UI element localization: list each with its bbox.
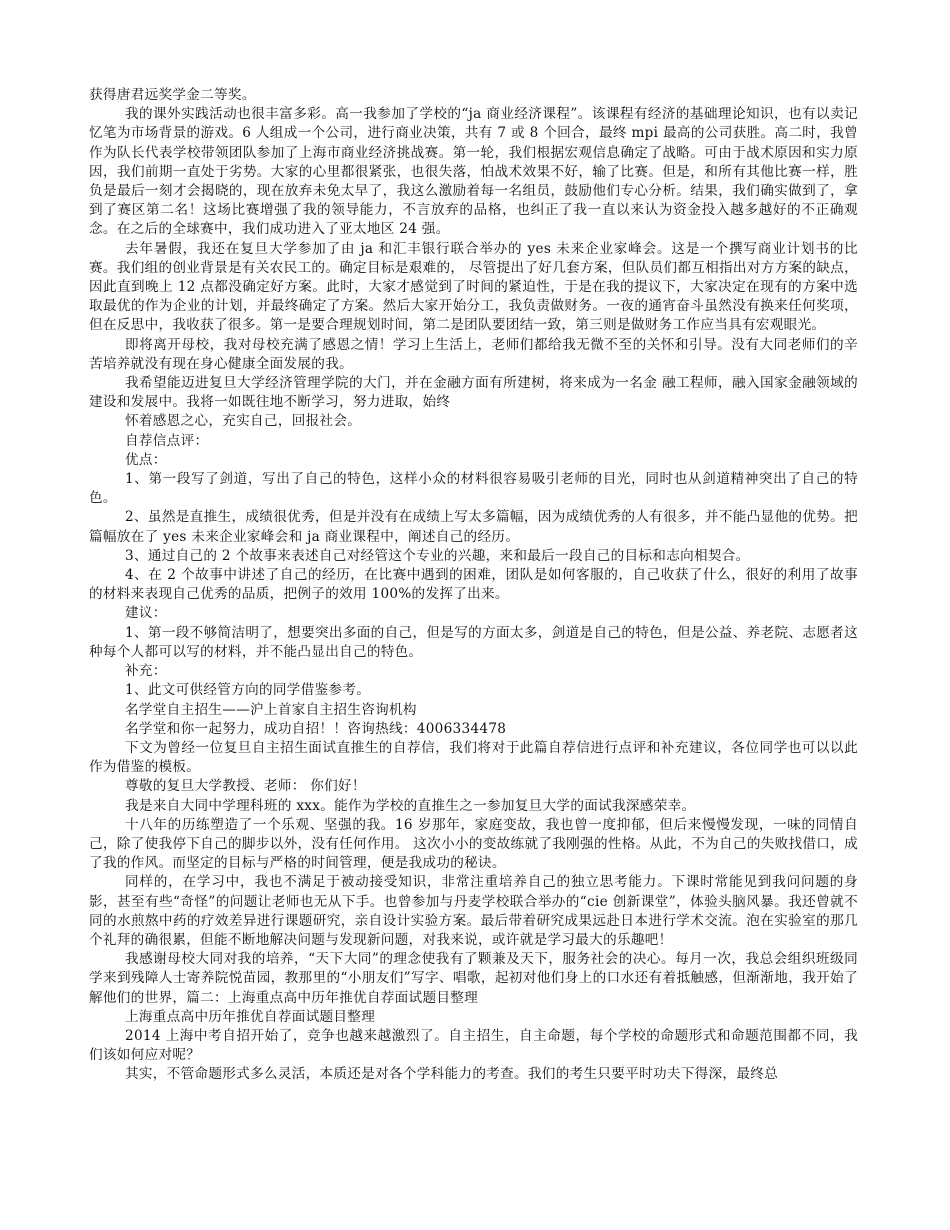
paragraph-exam-intro: 2014 上海中考自招开始了，竞争也越来越激烈了。自主招生，自主命题，每个学校的命题形式和命题范围都不同，我们该如何应对呢？: [89, 1027, 858, 1064]
paragraph-intro: 下文为曾经一位复旦自主招生面试直推生的自荐信，我们将对于此篇自荐信进行点评和补充建议，各位同学也可以以此作为借鉴的模板。: [89, 739, 858, 776]
heading-supplement: 补充：: [125, 663, 167, 680]
letter-paragraph-study: 同样的，在学习中，我也不满足于被动接受知识，非常注重培养自己的独立思考能力。下课时常能见到我问问题的身影，甚至有些“奇怪”的问题让老师也无从下手。也曾参加与丹麦学校联合举办的“cie 创新课堂”，体验头脑风暴。我还曾就不同的水煎熬中药的疗效差异进行课题研究，亲自设计实验方案。最后带着研究成果远赴日本进行学术交流。泡在实验室的那几个礼拜的确很累，但能不断地解决问题与发现新问题，对我来说，或许就是学习最大的乐趣吧！: [89, 874, 858, 948]
ad-org-line: 名学堂自主招生——沪上首家自主招生咨询机构: [125, 701, 417, 718]
ad-hotline-line: 名学堂和你一起努力，成功自招！！咨询热线：4006334478: [125, 720, 507, 737]
heading-suggestions: 建议：: [125, 605, 167, 622]
strength-item-3: 3、通过自己的 2 个故事来表述自己对经管这个专业的兴趣，来和最后一段自己的目标和志向相契合。: [125, 547, 750, 564]
heading-review: 自荐信点评：: [125, 432, 209, 449]
letter-self-intro: 我是来自大同中学理科班的 xxx。能作为学校的直推生之一参加复旦大学的面试我深感荣幸。: [125, 797, 696, 814]
letter-paragraph-service: 我感谢母校大同对我的培养，“天下大同”的理念使我有了颗兼及天下，服务社会的决心。每月一次，我总会组织班级同学来到残障人士寄养院悦苗园，教那里的“小朋友们”写字、唱歌，起初对他们身上的口水还有着抵触感，但渐渐地，我开始了解他们的世界，篇二：上海重点高中历年推优自荐面试题目整理: [89, 951, 858, 1006]
strength-item-1: 1、第一段写了剑道，写出了自己的特色，这样小众的材料很容易吸引老师的目光，同时也从剑道精神突出了自己的特色。: [89, 471, 858, 507]
paragraph-gratitude: 即将离开母校，我对母校充满了感恩之情！学习上生活上，老师们都给我无微不至的关怀和引导。没有大同老师们的辛苦培养就没有现在身心健康全面发展的我。: [89, 336, 858, 372]
section-title: 上海重点高中历年推优自荐面试题目整理: [125, 1008, 376, 1025]
letter-paragraph-growth: 十八年的历练塑造了一个乐观、坚强的我。16 岁那年，家庭变故，我也曾一度抑郁，但后来慢慢发现，一味的同情自己，除了使我停下自己的脚步以外，没有任何作用。 这次小小的变故练就了我刚强的性格。从此，不为自己的失败找借口，成了我的作风。而坚定的目标与严格的时间管理，便是我成功的秘诀。: [89, 816, 858, 872]
strength-item-2: 2、虽然是直推生，成绩很优秀，但是并没有在成绩上写太多篇幅，因为成绩优秀的人有很多，并不能凸显他的优势。把篇幅放在了 yes 未来企业家峰会和 ja 商业课程中，阐述自己的经历。: [89, 509, 858, 545]
paragraph-award: 获得唐君远奖学金二等奖。: [89, 87, 256, 103]
paragraph-summer-summit: 去年暑假，我还在复旦大学参加了由 ja 和汇丰银行联合举办的 yes 未来企业家峰会。这是一个撰写商业计划书的比赛。我们组的创业背景是有关农民工的。确定目标是艰难的， 尽管提出了好几套方案，但队员们都互相指出对方方案的缺点，因此直到晚上 12 点都没确定好方案。此时，大家才感觉到了时间的紧迫性，于是在我的提议下，大家决定在现有的方案中选取最优的作为企业的计划，并最终确定了方案。然后大家开始分工，我负责做财务。一夜的通宵奋斗虽然没有换来任何奖项，但在反思中，我收获了很多。第一是要合理规划时间，第二是团队要团结一致，第三则是做财务工作应当具有宏观眼光。: [89, 240, 858, 334]
paragraph-exam-essence: 其实，不管命题形式多么灵活，本质还是对各个学科能力的考查。我们的考生只要平时功夫下得深，最终总: [125, 1066, 779, 1083]
paragraph-aspiration: 我希望能迈进复旦大学经济管理学院的大门，并在金融方面有所建树，将来成为一名金 融工程师，融入国家金融领域的建设和发展中。我将一如既往地不断学习，努力进取，始终: [89, 375, 858, 411]
paragraph-extracurricular: 我的课外实践活动也很丰富多彩。高一我参加了学校的“ja 商业经济课程”。该课程有经济的基础理论知识，也有以卖记忆笔为市场背景的游戏。6 人组成一个公司，进行商业决策，共有 7 或 8 个回合，最终 mpi 最高的公司获胜。高二时，我曾作为队长代表学校带领团队参加了上海市商业经济挑战赛。第一轮，我们根据宏观信息确定了战略。可由于战术原因和实力原因，我们前期一直处于劣势。大家的心里都很紧张，也很失落，怕战术效果不好，输了比赛。但是，和所有其他比赛一样，胜负是最后一刻才会揭晓的，现在放弃未免太早了，我这么激励着每一名组员，鼓励他们专心分析。结果，我们确实做到了，拿到了赛区第二名！这场比赛增强了我的领导能力，不言放弃的品格，也纠正了我一直以来认为资金投入越多越好的不正确观念。在之后的全球赛中，我们成功进入了亚太地区 24 强。: [89, 106, 858, 238]
supplement-item-1: 1、此文可供经管方向的同学借鉴参考。: [125, 682, 371, 699]
strength-item-4: 4、在 2 个故事中讲述了自己的经历，在比赛中遇到的困难，团队是如何客服的，自己收获了什么，很好的利用了故事的材料来表现自己优秀的品质，把例子的效用 100%的发挥了出来。: [89, 567, 858, 603]
heading-strengths: 优点：: [125, 451, 167, 468]
paragraph-aspiration-end: 怀着感恩之心，充实自己，回报社会。: [125, 413, 362, 430]
suggestion-item-1: 1、第一段不够简洁明了，想要突出多面的自己，但是写的方面太多，剑道是自己的特色，但是公益、养老院、志愿者这种每个人都可以写的材料，并不能凸显出自己的特色。: [89, 624, 858, 660]
letter-salutation: 尊敬的复旦大学教授、老师： 你们好！: [125, 778, 366, 795]
